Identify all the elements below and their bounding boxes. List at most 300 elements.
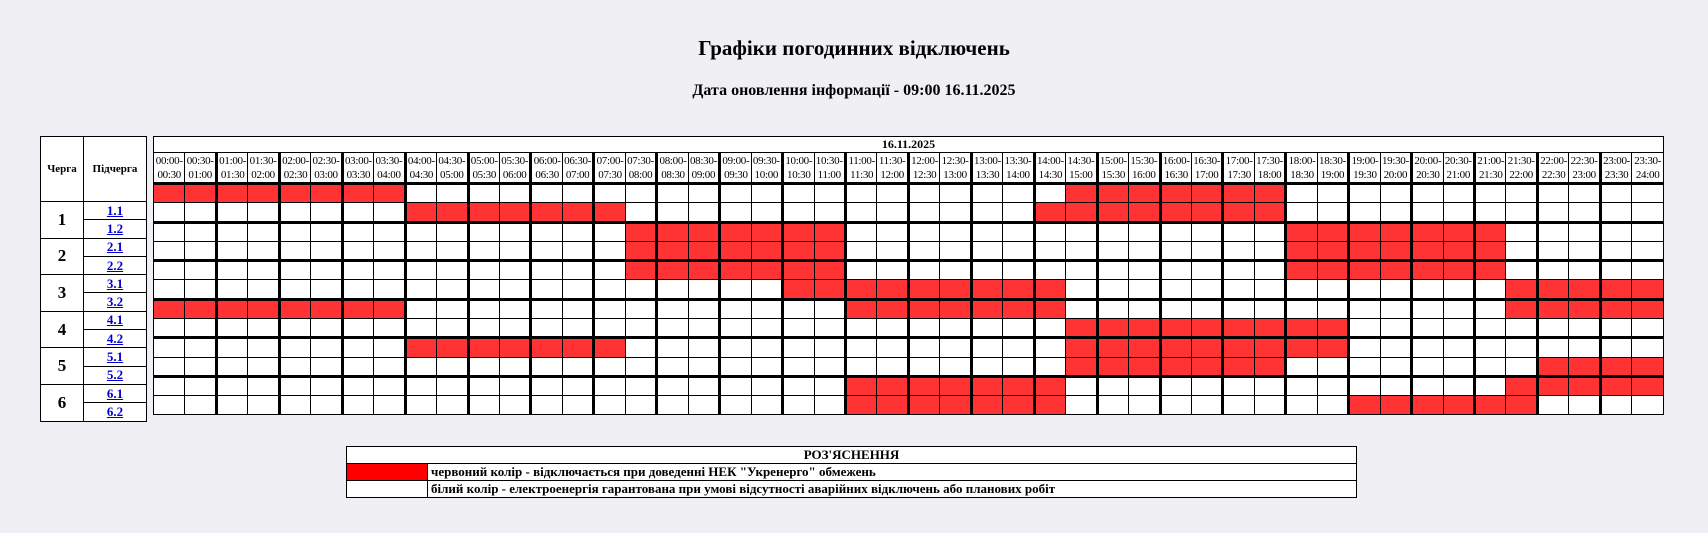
subqueue-cell — [84, 311, 147, 329]
power-cell — [1223, 396, 1254, 414]
slot-start: 08:00- — [659, 154, 687, 167]
time-slot-header — [562, 153, 593, 184]
power-cell — [908, 241, 939, 260]
slot-start: 02:00- — [282, 154, 309, 167]
power-cell — [845, 241, 876, 260]
power-cell — [248, 319, 279, 338]
power-cell — [720, 396, 751, 414]
outage-cell — [1317, 261, 1348, 280]
outage-cell — [1443, 241, 1474, 260]
power-cell — [814, 299, 845, 318]
queue-row — [41, 348, 147, 366]
slot-start: 08:30- — [689, 154, 717, 167]
power-cell — [1443, 376, 1474, 395]
power-cell — [342, 203, 373, 222]
outage-cell — [1569, 357, 1600, 376]
outage-cell — [531, 338, 562, 357]
power-cell — [154, 396, 185, 414]
time-slot-header — [437, 153, 468, 184]
power-cell — [1003, 203, 1034, 222]
power-cell — [971, 241, 1002, 260]
power-cell — [688, 184, 719, 203]
time-slot-header — [783, 153, 814, 184]
power-cell — [594, 357, 625, 376]
subqueue-cell — [84, 293, 147, 311]
outage-cell — [1380, 396, 1411, 414]
slot-start: 03:00- — [344, 154, 372, 167]
outage-cell — [405, 203, 436, 222]
outage-cell — [783, 241, 814, 260]
outage-cell — [1129, 184, 1160, 203]
power-cell — [248, 222, 279, 241]
outage-cell — [499, 203, 530, 222]
outage-cell — [499, 338, 530, 357]
power-cell — [1317, 280, 1348, 299]
subqueue-row — [154, 203, 1664, 222]
outage-cell — [845, 376, 876, 395]
subqueue-link[interactable]: 4.1 — [106, 312, 124, 328]
outage-cell — [1034, 299, 1065, 318]
power-cell — [845, 338, 876, 357]
power-cell — [405, 396, 436, 414]
outage-cell — [783, 222, 814, 241]
power-cell — [1097, 222, 1128, 241]
outage-cell — [1160, 203, 1191, 222]
power-cell — [1286, 396, 1317, 414]
slot-start: 18:30- — [1319, 154, 1346, 167]
slot-start: 05:30- — [501, 154, 529, 167]
outage-cell — [908, 396, 939, 414]
outage-cell — [468, 338, 499, 357]
power-cell — [374, 357, 405, 376]
queue-row — [41, 238, 147, 256]
power-cell — [1003, 261, 1034, 280]
power-cell — [594, 184, 625, 203]
power-cell — [720, 280, 751, 299]
power-cell — [1380, 338, 1411, 357]
slot-end: 17:00 — [1194, 168, 1219, 181]
power-cell — [1475, 299, 1506, 318]
slot-end: 06:30 — [535, 168, 559, 181]
outage-cell — [1223, 319, 1254, 338]
power-cell — [1097, 376, 1128, 395]
outage-cell — [185, 184, 216, 203]
power-cell — [405, 357, 436, 376]
power-cell — [468, 184, 499, 203]
power-cell — [971, 319, 1002, 338]
power-cell — [531, 241, 562, 260]
slot-end: 00:30 — [157, 168, 181, 181]
power-cell — [814, 319, 845, 338]
time-slot-header — [1286, 153, 1317, 184]
power-cell — [625, 357, 656, 376]
time-slot-header — [1380, 153, 1411, 184]
outage-cell — [1632, 357, 1664, 376]
outage-cell — [1349, 222, 1380, 241]
outage-cell — [1537, 376, 1568, 395]
power-cell — [908, 222, 939, 241]
outage-cell — [562, 203, 593, 222]
outage-cell — [657, 261, 688, 280]
queue-label: 3 — [41, 275, 84, 312]
power-cell — [971, 203, 1002, 222]
power-cell — [405, 376, 436, 395]
slot-end: 22:00 — [1509, 168, 1533, 181]
slot-start: 11:00- — [848, 154, 875, 167]
slot-start: 07:30- — [627, 154, 654, 167]
outage-cell — [1475, 261, 1506, 280]
legend-title: РОЗ'ЯСНЕННЯ — [347, 447, 1357, 464]
outage-cell — [814, 280, 845, 299]
slot-end: 04:00 — [377, 168, 401, 181]
power-cell — [1286, 184, 1317, 203]
outage-cell — [1569, 376, 1600, 395]
power-cell — [814, 203, 845, 222]
power-cell — [374, 241, 405, 260]
slot-start: 12:00- — [911, 154, 939, 167]
outage-cell — [1286, 319, 1317, 338]
outage-cell — [1475, 396, 1506, 414]
power-cell — [1506, 357, 1537, 376]
power-cell — [625, 203, 656, 222]
queue-row — [41, 311, 147, 329]
power-cell — [688, 299, 719, 318]
queue-header: Черга — [41, 137, 84, 202]
outage-cell — [1034, 376, 1065, 395]
power-cell — [1286, 299, 1317, 318]
slot-start: 09:00- — [722, 154, 750, 167]
outage-cell — [1632, 376, 1664, 395]
slot-start: 10:00- — [785, 154, 813, 167]
power-cell — [342, 396, 373, 414]
outage-cell — [1097, 357, 1128, 376]
slot-end: 01:30 — [220, 168, 245, 181]
slot-end: 10:00 — [754, 168, 779, 181]
power-cell — [971, 357, 1002, 376]
outage-cell — [940, 280, 971, 299]
subqueue-row — [154, 338, 1664, 357]
subqueue-link[interactable]: 5.1 — [106, 349, 124, 365]
power-cell — [154, 280, 185, 299]
slot-start: 19:30- — [1381, 154, 1409, 167]
outage-cell — [1191, 203, 1222, 222]
subqueue-link[interactable]: 6.2 — [106, 403, 124, 419]
power-cell — [1317, 203, 1348, 222]
outage-cell — [248, 184, 279, 203]
power-cell — [908, 184, 939, 203]
power-cell — [154, 338, 185, 357]
subqueue-cell — [84, 202, 147, 220]
power-cell — [1475, 319, 1506, 338]
power-cell — [594, 280, 625, 299]
power-cell — [437, 319, 468, 338]
power-cell — [279, 357, 310, 376]
power-cell — [1537, 338, 1568, 357]
slot-start: 00:30- — [186, 154, 214, 167]
power-cell — [940, 357, 971, 376]
outage-cell — [1223, 357, 1254, 376]
power-cell — [1569, 222, 1600, 241]
slot-end: 14:30 — [1038, 168, 1063, 181]
time-slot-header — [625, 153, 656, 184]
outage-cell — [1286, 222, 1317, 241]
power-cell — [814, 396, 845, 414]
slot-end: 19:30 — [1353, 168, 1377, 181]
power-cell — [688, 376, 719, 395]
power-cell — [311, 357, 342, 376]
power-cell — [1569, 338, 1600, 357]
time-slot-header — [1097, 153, 1128, 184]
power-cell — [688, 319, 719, 338]
slot-end: 13:00 — [943, 168, 967, 181]
power-cell — [908, 261, 939, 280]
power-cell — [216, 261, 247, 280]
slot-start: 16:30- — [1193, 154, 1221, 167]
subqueue-row — [154, 299, 1664, 318]
time-slot-header — [1475, 153, 1506, 184]
outage-cell — [1569, 280, 1600, 299]
time-slot-header — [877, 153, 908, 184]
time-slot-header — [1160, 153, 1191, 184]
power-cell — [751, 280, 782, 299]
outage-cell — [1412, 396, 1443, 414]
power-cell — [1506, 241, 1537, 260]
outage-cell — [437, 203, 468, 222]
subqueue-link[interactable]: 3.1 — [106, 275, 124, 291]
power-cell — [248, 357, 279, 376]
time-slot-header — [1632, 153, 1664, 184]
power-cell — [1380, 357, 1411, 376]
subqueue-link[interactable]: 3.2 — [106, 294, 124, 310]
power-cell — [185, 261, 216, 280]
power-cell — [1160, 222, 1191, 241]
slot-start: 23:30- — [1634, 154, 1662, 167]
subqueue-link[interactable]: 1.2 — [106, 220, 124, 236]
power-cell — [437, 241, 468, 260]
power-cell — [1223, 222, 1254, 241]
power-cell — [1191, 396, 1222, 414]
power-cell — [1349, 203, 1380, 222]
slot-end: 05:00 — [440, 168, 464, 181]
power-cell — [405, 299, 436, 318]
power-cell — [185, 241, 216, 260]
power-cell — [688, 338, 719, 357]
subqueue-cell — [84, 330, 147, 348]
power-cell — [531, 357, 562, 376]
slot-end: 08:30 — [661, 168, 685, 181]
outage-cell — [374, 184, 405, 203]
power-cell — [1380, 203, 1411, 222]
power-cell — [185, 203, 216, 222]
power-cell — [877, 222, 908, 241]
slot-start: 23:00- — [1603, 154, 1631, 167]
power-cell — [1600, 203, 1631, 222]
power-cell — [531, 396, 562, 414]
slot-end: 16:30 — [1164, 168, 1188, 181]
slot-end: 22:30 — [1541, 168, 1566, 181]
power-cell — [1129, 261, 1160, 280]
power-cell — [814, 376, 845, 395]
power-cell — [657, 203, 688, 222]
subqueue-link[interactable]: 4.2 — [106, 330, 124, 346]
outage-cell — [845, 299, 876, 318]
power-cell — [783, 396, 814, 414]
power-cell — [216, 338, 247, 357]
power-cell — [279, 203, 310, 222]
slot-end: 13:30 — [975, 168, 1000, 181]
power-cell — [1160, 261, 1191, 280]
slot-end: 18:30 — [1290, 168, 1314, 181]
subqueue-link[interactable]: 5.2 — [106, 367, 124, 383]
outage-cell — [594, 338, 625, 357]
outage-cell — [1191, 319, 1222, 338]
power-cell — [1034, 319, 1065, 338]
outage-cell — [1317, 338, 1348, 357]
slot-end: 06:00 — [502, 168, 527, 181]
power-cell — [1066, 396, 1097, 414]
time-slot-header — [311, 153, 342, 184]
time-slot-header — [154, 153, 185, 184]
outage-cell — [279, 299, 310, 318]
power-cell — [1569, 184, 1600, 203]
time-slot-header — [971, 153, 1002, 184]
power-cell — [1475, 280, 1506, 299]
power-cell — [1286, 280, 1317, 299]
outage-cell — [1349, 261, 1380, 280]
power-cell — [1600, 261, 1631, 280]
power-cell — [845, 203, 876, 222]
time-slot-header — [1317, 153, 1348, 184]
power-cell — [940, 203, 971, 222]
power-cell — [1317, 357, 1348, 376]
power-cell — [154, 357, 185, 376]
power-cell — [940, 319, 971, 338]
outage-cell — [940, 396, 971, 414]
outage-cell — [751, 222, 782, 241]
power-cell — [1034, 184, 1065, 203]
power-cell — [783, 203, 814, 222]
power-cell — [1569, 241, 1600, 260]
power-cell — [374, 280, 405, 299]
outage-cell — [154, 184, 185, 203]
power-cell — [1537, 184, 1568, 203]
slot-start: 04:00- — [407, 154, 435, 167]
outage-cell — [1254, 338, 1285, 357]
legend-row — [347, 481, 1357, 498]
power-cell — [468, 396, 499, 414]
power-cell — [657, 396, 688, 414]
power-cell — [248, 280, 279, 299]
slot-end: 10:30 — [787, 168, 811, 181]
power-cell — [248, 241, 279, 260]
power-cell — [216, 357, 247, 376]
power-cell — [1097, 280, 1128, 299]
outage-cell — [1254, 184, 1285, 203]
outage-cell — [1569, 299, 1600, 318]
power-cell — [845, 222, 876, 241]
power-cell — [562, 222, 593, 241]
outage-cell — [1443, 222, 1474, 241]
outage-cell — [1191, 184, 1222, 203]
power-cell — [1632, 184, 1664, 203]
power-cell — [154, 376, 185, 395]
subqueue-cell — [84, 220, 147, 238]
power-cell — [499, 184, 530, 203]
subqueue-link[interactable]: 2.1 — [106, 239, 124, 255]
subqueue-cell — [84, 403, 147, 421]
power-cell — [248, 396, 279, 414]
power-cell — [783, 338, 814, 357]
power-cell — [625, 376, 656, 395]
power-cell — [1034, 241, 1065, 260]
power-cell — [1191, 376, 1222, 395]
power-cell — [1506, 261, 1537, 280]
schedule-grid — [153, 136, 1664, 415]
queue-label: 1 — [41, 202, 84, 239]
slot-end: 09:30 — [724, 168, 748, 181]
outage-cell — [877, 376, 908, 395]
schedule-date: 16.11.2025 — [154, 137, 1664, 153]
page-title: Графіки погодинних відключень — [698, 36, 1010, 60]
outage-cell — [1191, 338, 1222, 357]
power-cell — [374, 376, 405, 395]
power-cell — [562, 396, 593, 414]
power-cell — [877, 184, 908, 203]
slot-end: 23:00 — [1572, 168, 1596, 181]
subqueue-link[interactable]: 6.1 — [106, 385, 124, 401]
time-slot-header — [1254, 153, 1285, 184]
slot-end: 07:00 — [565, 168, 590, 181]
power-cell — [720, 299, 751, 318]
power-cell — [1569, 203, 1600, 222]
outage-cell — [720, 261, 751, 280]
slot-start: 20:00- — [1414, 154, 1442, 167]
power-cell — [342, 338, 373, 357]
power-cell — [374, 319, 405, 338]
subqueue-link[interactable]: 1.1 — [106, 202, 124, 218]
power-cell — [657, 299, 688, 318]
power-cell — [1286, 357, 1317, 376]
power-cell — [1569, 396, 1600, 414]
outage-cell — [1600, 280, 1631, 299]
power-cell — [1160, 280, 1191, 299]
outage-cell — [908, 280, 939, 299]
subqueue-row — [154, 261, 1664, 280]
power-cell — [437, 299, 468, 318]
power-cell — [374, 261, 405, 280]
power-cell — [877, 319, 908, 338]
power-cell — [1412, 357, 1443, 376]
power-cell — [531, 299, 562, 318]
power-cell — [531, 376, 562, 395]
power-cell — [1034, 222, 1065, 241]
power-cell — [1632, 338, 1664, 357]
outage-cell — [688, 261, 719, 280]
outage-cell — [1537, 299, 1568, 318]
legend-table — [346, 446, 1357, 498]
time-slot-header — [1600, 153, 1631, 184]
slot-start: 18:00- — [1288, 154, 1316, 167]
subqueue-link[interactable]: 2.2 — [106, 257, 124, 273]
outage-cell — [1632, 299, 1664, 318]
power-cell — [562, 184, 593, 203]
power-cell — [499, 396, 530, 414]
outage-cell — [1254, 357, 1285, 376]
slot-start: 07:00- — [596, 154, 624, 167]
outage-cell — [908, 299, 939, 318]
power-cell — [783, 299, 814, 318]
power-cell — [720, 338, 751, 357]
